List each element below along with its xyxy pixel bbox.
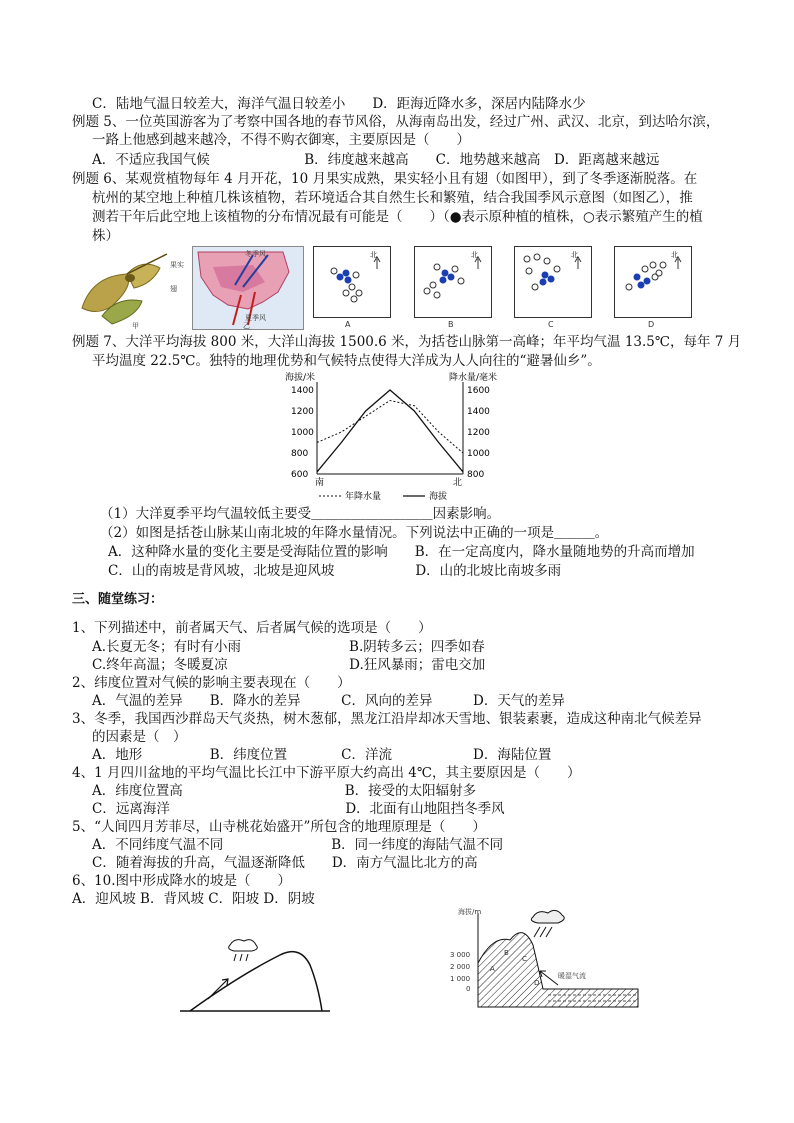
q2-stem: 2、纬度位置对气候的影响主要表现在（ ） (72, 675, 351, 691)
mountain-sketch-svg (180, 935, 340, 1017)
label-xiaji: 夏季风 (245, 314, 266, 322)
example7-q2: （2）如图是括苍山脉某山南北坡的年降水量情况。下列说法中正确的一项是＿＿＿。 (100, 525, 609, 541)
fig10-tick-2000: 2 000 (450, 963, 471, 971)
chart-left-tick: 1400 (291, 386, 314, 396)
svg-text:北: 北 (471, 251, 478, 259)
fig10-mark-a: A (490, 965, 495, 973)
label-guoshi: 果实 (170, 261, 184, 269)
figure-jia (72, 246, 187, 328)
fig10-mark-c: C (522, 955, 527, 963)
fig10-mark-d: D (534, 979, 540, 987)
chart-right-tick: 800 (467, 470, 485, 480)
example5-line2: 一路上他感到越来越冷，不得不购衣御寒，主要原因是（ ） (92, 132, 470, 148)
example7-q2-cd: C．山的南坡是背风坡，北坡是迎风坡 D．山的北坡比南坡多雨 (108, 563, 562, 579)
chart-right-tick: 1600 (467, 386, 490, 396)
option-box-c (514, 246, 592, 318)
example5-line1: 例题 5、一位英国游客为了考察中国各地的春节风俗，从海南岛出发，经过广州、武汉、北京，到达哈尔滨， (72, 114, 720, 130)
elevation-precipitation-chart (275, 370, 520, 505)
chart-right-tick: 1200 (467, 428, 490, 438)
chart-x-label-south: 南 (315, 478, 325, 488)
chart-x-label-north: 北 (453, 478, 463, 488)
q5-stem: 5、“人间四月芳菲尽，山寺桃花始盛开”所包含的地理原理是（ ） (72, 819, 486, 835)
example6-line4: 株） (92, 228, 119, 244)
example7-q1: （1）大洋夏季平均气温较低主要受＿＿＿＿＿＿＿＿＿因素影响。 (100, 506, 501, 522)
option-box-b (414, 246, 492, 318)
fig10-tick-3000: 3 000 (450, 951, 471, 959)
example6-line2: 杭州的某空地上种植几株该植物，若环境适合其自然生长和繁殖，结合我国季风示意图（如图乙），推 (92, 190, 693, 206)
windward-slope-sketch (180, 935, 340, 1017)
example7-line1: 例题 7、大洋平均海拔 800 米，大洋山海拔 1500.6 米，为括苍山脉第一高峰；年平均气温 13.5℃，每年 7 月 (72, 334, 742, 350)
chart-svg (275, 370, 520, 505)
chart-right-tick: 1400 (467, 407, 490, 417)
svg-text:北: 北 (571, 251, 578, 259)
chart-left-tick: 600 (291, 470, 309, 480)
section-title-practice: 三、随堂练习： (72, 592, 164, 607)
fig10-label: 暖湿气流 (558, 972, 586, 980)
option-label-d: D (648, 320, 655, 329)
legend-label-precip: 年降水量 (345, 492, 382, 502)
q3-options: A．地形 B．纬度位置 C．洋流 D．海陆位置 (92, 747, 552, 763)
chart-left-tick: 1000 (291, 428, 314, 438)
figure-10-svg (448, 905, 648, 1017)
q4-options-cd: C．远离海洋 D．北面有山地阻挡冬季风 (92, 801, 505, 817)
example6-line3: 测若干年后此空地上该植物的分布情况最有可能是（ ）（●表示原种植的植株，○表示繁殖产生的植 (92, 209, 703, 225)
option-b-dots (415, 247, 491, 317)
example5-options: A．不适应我国气候 B．纬度越来越高 C．地势越来越高 D．距离越来越远 (92, 152, 660, 168)
chart-ylabel-left: 海拔/米 (285, 373, 316, 383)
q2-options: A．气温的差异 B．降水的差异 C．风向的差异 D．天气的差异 (92, 693, 565, 709)
chart-right-tick: 1000 (467, 449, 490, 459)
fig10-mark-b: B (504, 949, 509, 957)
chart-series-海拔 (317, 390, 463, 472)
q5-options-cd: C．随着海拔的升高，气温逐渐降低 D．南方气温比北方的高 (92, 855, 478, 871)
fig10-yaxis: 海拔/m (458, 908, 482, 916)
option-label-b: B (448, 320, 454, 329)
q6-stem: 6、10.图中形成降水的坡是（ ） (72, 873, 292, 889)
q3-stem-line1: 3、冬季，我国西沙群岛天气炎热，树木葱郁，黑龙江沿岸却冰天雪地、银装素裹，造成这种南北气候差异 (72, 711, 702, 727)
option-box-d (614, 246, 692, 318)
example6-line1: 例题 6、某观赏植物每年 4 月开花，10 月果实成熟，果实轻小且有翅（如图甲），到了冬季逐渐脱落。在 (72, 171, 698, 187)
svg-text:北: 北 (370, 251, 377, 259)
example7-q2-ab: A．这种降水量的变化主要是受海陆位置的影响 B．在一定高度内，降水量随地势的升高而增加 (108, 544, 695, 560)
q1-stem: 1、下列描述中，前者属天气、后者属气候的选项是（ ） (72, 620, 432, 636)
svg-text:北: 北 (671, 251, 678, 259)
option-box-a (313, 246, 391, 318)
option-label-c: C (548, 320, 554, 329)
option-label-a: A (345, 320, 351, 329)
option-d-dots (615, 247, 691, 317)
chart-left-tick: 800 (291, 449, 309, 459)
answer-line-cd: C．陆地气温日较差大，海洋气温日较差小 D．距海近降水多，深居内陆降水少 (92, 96, 586, 112)
chart-left-tick: 1200 (291, 407, 314, 417)
example7-line2: 平均温度 22.5℃。独特的地理优势和气候特点使得大洋成为人人向往的“避暑仙乡”。 (92, 353, 601, 369)
option-a-dots (314, 247, 390, 317)
figure-yi-monsoon-map (192, 246, 304, 330)
q5-options-ab: A．不同纬度气温不同 B．同一纬度的海陆气温不同 (92, 837, 504, 853)
fig10-tick-1000: 1 000 (450, 975, 471, 983)
legend-label-elev: 海拔 (429, 492, 448, 502)
figure-10-orographic (448, 905, 648, 1017)
label-jia: 甲 (132, 322, 139, 330)
option-c-dots (515, 247, 591, 317)
q1-options-ab: A.长夏无冬；有时有小雨 B.阴转多云；四季如春 (92, 639, 485, 655)
label-chi: 翅 (170, 285, 177, 293)
fig10-tick-0: 0 (466, 985, 471, 993)
q4-stem: 4、1 月四川盆地的平均气温比长江中下游平原大约高出 4℃，其主要原因是（ ） (72, 765, 581, 781)
q6-options: A．迎风坡 B．背风坡 C．阳坡 D．阴坡 (72, 891, 315, 907)
label-yi: 乙 (243, 322, 250, 330)
label-dongji: 冬季风 (245, 250, 266, 258)
q4-options-ab: A．纬度位置高 B．接受的太阳辐射多 (92, 783, 477, 799)
q3-stem-line2: 的因素是（ ） (92, 729, 187, 745)
chart-ylabel-right: 降水量/毫米 (449, 373, 498, 383)
q1-options-cd: C.终年高温；冬暖夏凉 D.狂风暴雨；雷电交加 (92, 657, 486, 673)
